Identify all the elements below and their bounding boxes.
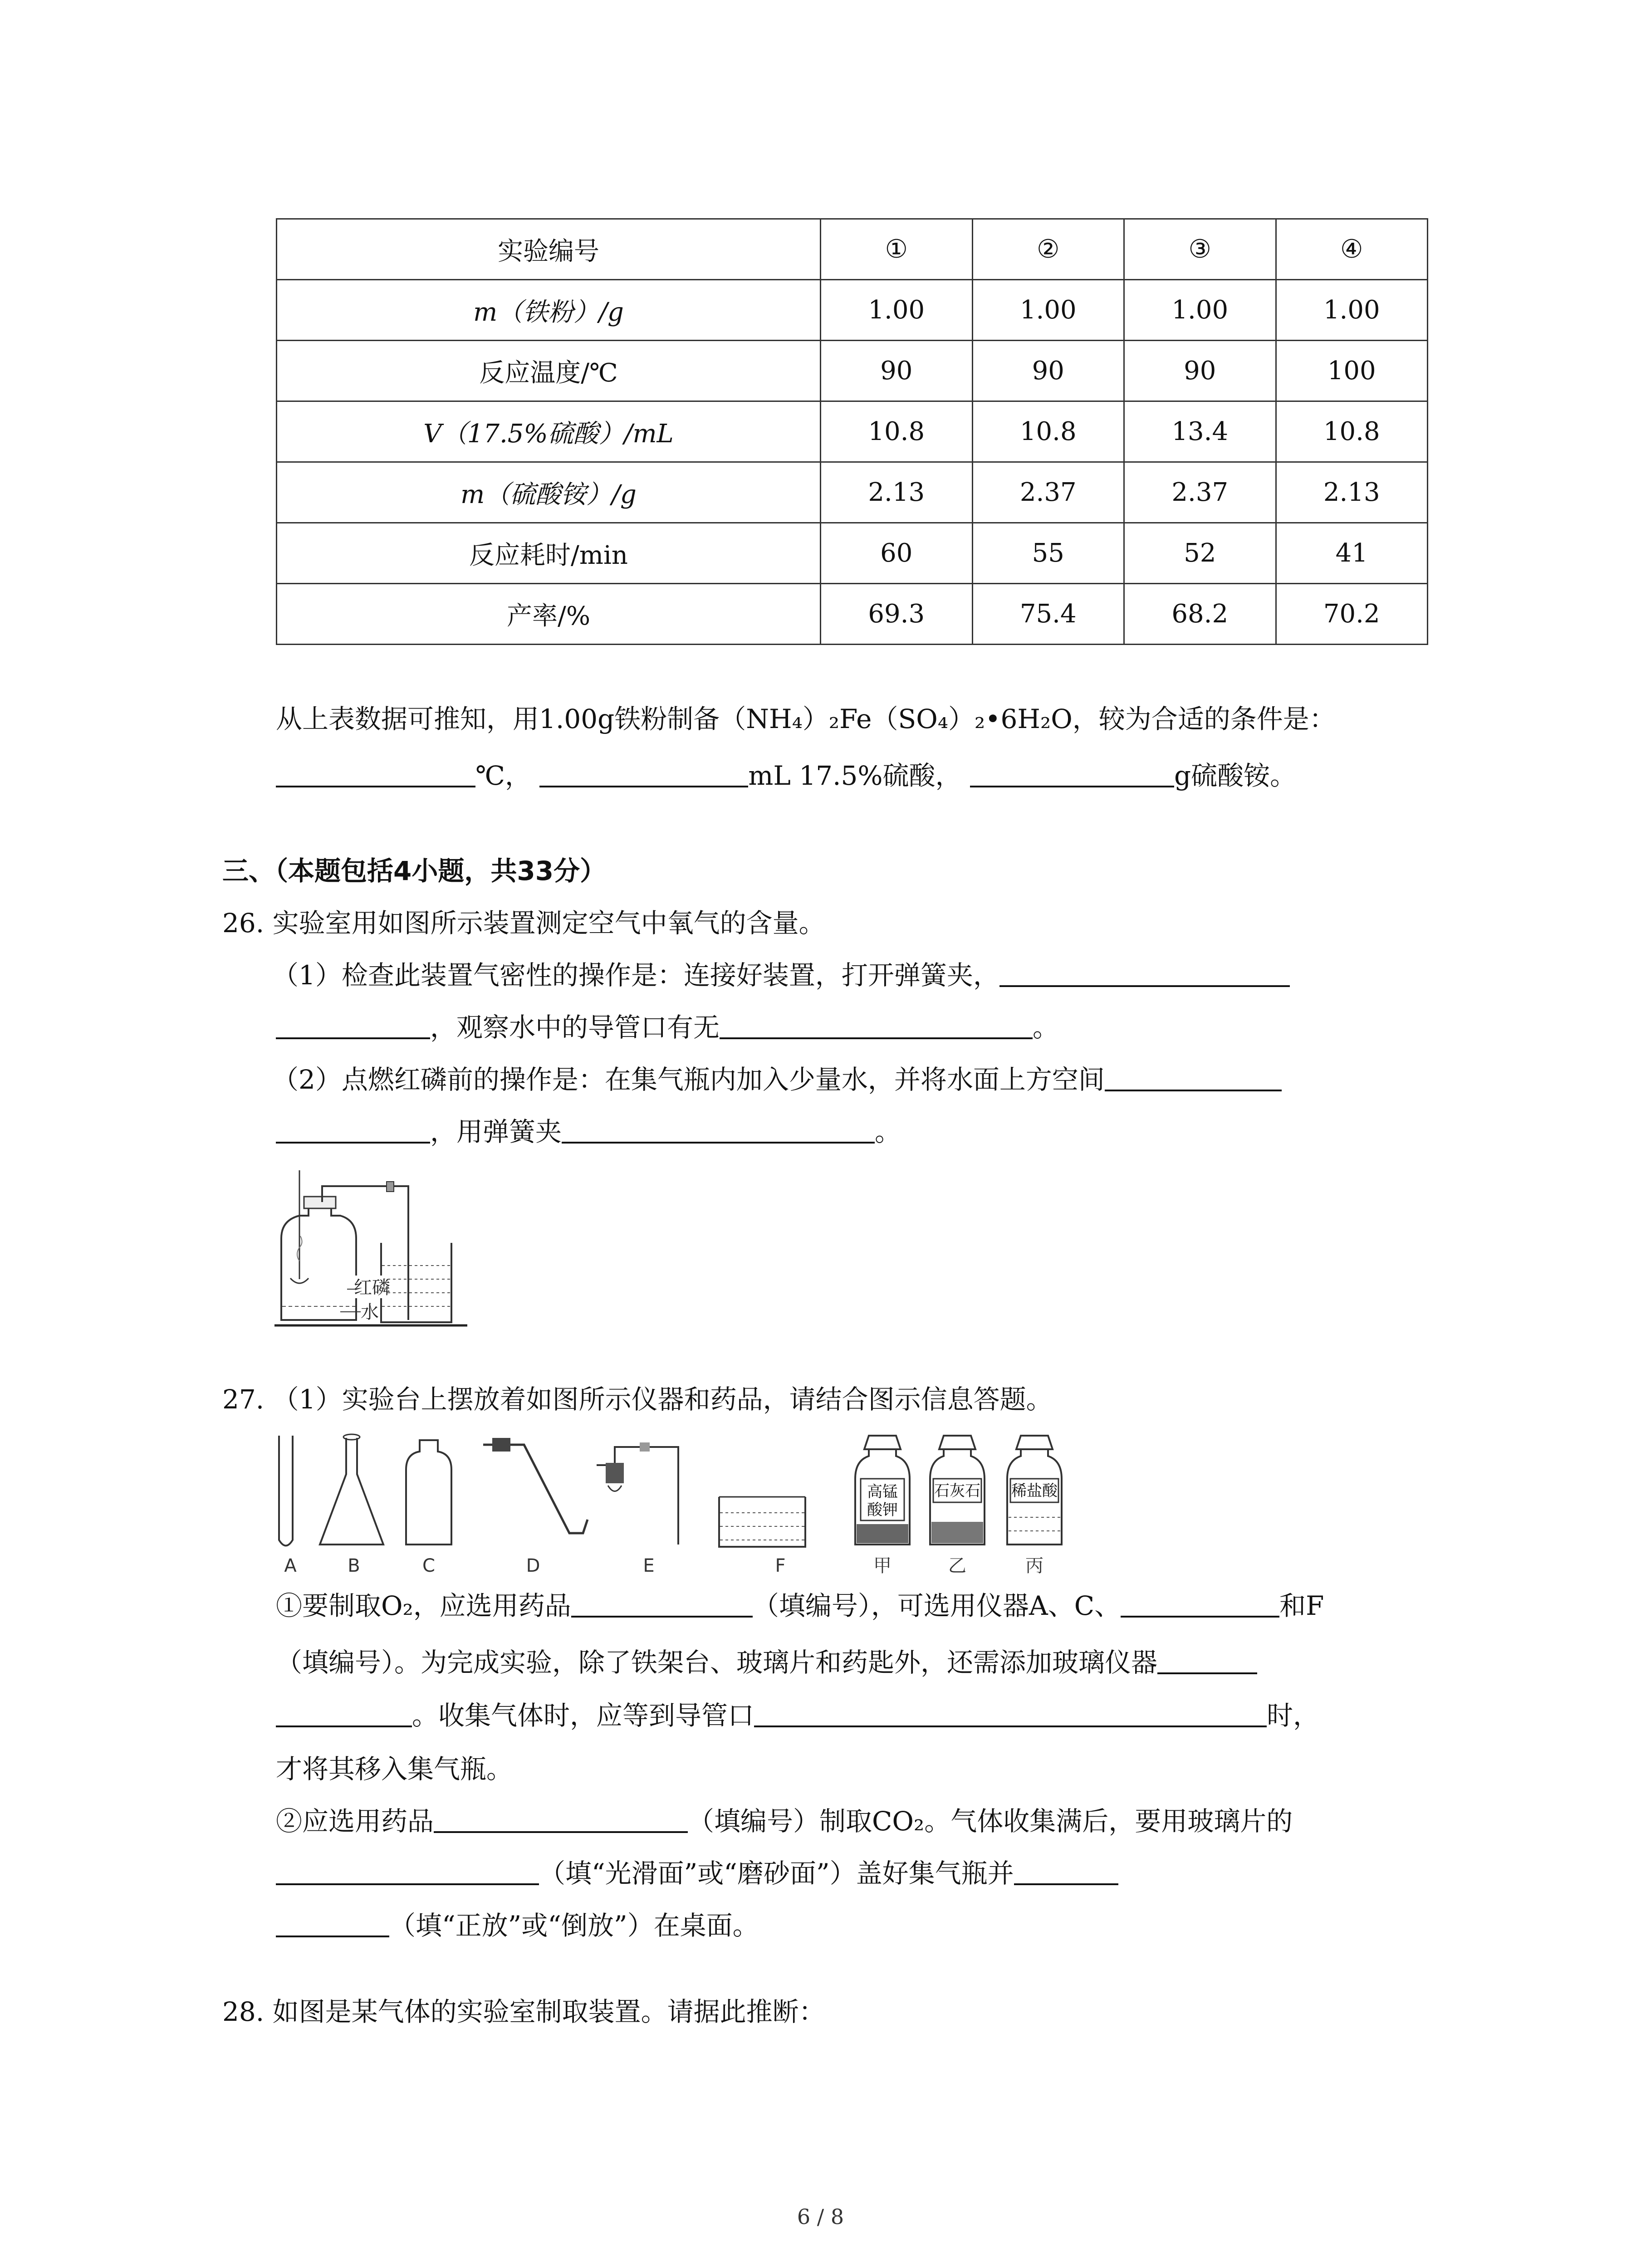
- oxygen-apparatus-figure: [272, 1170, 472, 1329]
- q26-p2a: （2）点燃红磷前的操作是：在集气瓶内加入少量水，并将水面上方空间: [272, 1064, 1105, 1095]
- table-header-row: [277, 219, 1428, 280]
- table-cell: 10.8: [1276, 401, 1428, 462]
- answer-blank-26-2b[interactable]: [276, 1115, 430, 1144]
- answer-blank-26-2a[interactable]: [1105, 1063, 1282, 1091]
- q26-p1-line1: [272, 957, 1290, 993]
- q27-s6a: （填“光滑面”或“磨砂面”）盖好集气瓶并: [539, 1858, 1014, 1889]
- row-label: m（硫酸铵）/g: [277, 462, 821, 523]
- q26-p1c: 。: [1033, 1012, 1059, 1043]
- answer-blank-volume[interactable]: [539, 759, 748, 787]
- experiment-table: [276, 218, 1428, 645]
- instrument-label: F: [775, 1555, 786, 1576]
- q27-s1c: 和F: [1279, 1590, 1324, 1621]
- table-cell: 1.00: [1276, 280, 1428, 341]
- row-label: 反应耗时/min: [277, 523, 821, 584]
- q27-stem: 27. （1）实验台上摆放着如图所示仪器和药品，请结合图示信息答题。: [222, 1384, 1053, 1415]
- q27-s5: [276, 1803, 1293, 1839]
- water-trough-icon: [719, 1497, 805, 1547]
- q27-s4: 才将其移入集气瓶。: [276, 1754, 513, 1784]
- q27-s7: [276, 1907, 759, 1944]
- table-header-cell: ①: [821, 219, 973, 280]
- row-label: 反应温度/℃: [277, 341, 821, 401]
- answer-blank-27-2b[interactable]: [276, 1699, 412, 1727]
- answer-blank-27-2a[interactable]: [1157, 1646, 1257, 1674]
- answer-blank-27-5[interactable]: [434, 1805, 688, 1833]
- instrument-label: C: [422, 1555, 435, 1576]
- q28-stem: 28. 如图是某气体的实验室制取装置。请据此推断：: [222, 1996, 825, 2027]
- table-cell: 41: [1276, 523, 1428, 584]
- answer-blank-27-1a[interactable]: [571, 1589, 753, 1618]
- table-cell: 100: [1276, 341, 1428, 401]
- table-cell: 10.8: [972, 401, 1124, 462]
- q27-s7a: （填“正放”或“倒放”）在桌面。: [389, 1910, 759, 1941]
- bottle-label: 高锰酸钾: [867, 1483, 898, 1519]
- table-header-cell: ③: [1124, 219, 1276, 280]
- q27-s3: [276, 1697, 1319, 1734]
- delivery-tube-icon: [483, 1438, 588, 1533]
- q27-s5b: （填编号）制取CO₂。气体收集满后，要用玻璃片的: [688, 1806, 1293, 1837]
- table-cell: 1.00: [821, 280, 973, 341]
- bottle-label: 石灰石: [934, 1482, 980, 1500]
- instrument-label: 乙: [948, 1555, 966, 1576]
- instrument-label: B: [348, 1555, 360, 1576]
- q25-unit1: ℃，: [475, 760, 531, 791]
- instrument-label: D: [526, 1555, 540, 1576]
- fig-label-red-phosphorus: 红磷: [354, 1277, 390, 1298]
- page-number: 6 / 8: [797, 2204, 844, 2229]
- table-row: [277, 584, 1428, 645]
- instrument-label: E: [643, 1555, 655, 1576]
- table-cell: 2.37: [1124, 462, 1276, 523]
- q26-p2-line1: [272, 1061, 1282, 1098]
- table-cell: 69.3: [821, 584, 973, 645]
- table-header-cell: ②: [972, 219, 1124, 280]
- stopper-tube-icon: [597, 1442, 678, 1545]
- answer-blank-mass[interactable]: [970, 759, 1174, 787]
- q27-s6: [276, 1855, 1118, 1892]
- q26-stem: 26. 实验室用如图所示装置测定空气中氧气的含量。: [222, 908, 825, 938]
- answer-blank-26-1c[interactable]: [720, 1011, 1033, 1039]
- table-cell: 75.4: [972, 584, 1124, 645]
- table-row: [277, 280, 1428, 341]
- q26-p1b: ，观察水中的导管口有无: [430, 1012, 720, 1043]
- table-cell: 10.8: [821, 401, 973, 462]
- table-cell: 52: [1124, 523, 1276, 584]
- q27-s1b: （填编号），可选用仪器A、C、: [752, 1590, 1121, 1621]
- table-cell: 55: [972, 523, 1124, 584]
- answer-blank-27-7[interactable]: [276, 1909, 389, 1937]
- q27-s3b: 时，: [1267, 1700, 1320, 1731]
- q25-line2: [276, 758, 1296, 794]
- q26-p2-line2: [276, 1114, 901, 1150]
- table-cell: 2.37: [972, 462, 1124, 523]
- answer-blank-27-6b[interactable]: [1014, 1857, 1118, 1885]
- table-cell: 1.00: [1124, 280, 1276, 341]
- q25-unit2: mL 17.5%硫酸，: [748, 760, 962, 791]
- table-row: [277, 462, 1428, 523]
- conical-flask-icon: [320, 1434, 383, 1545]
- table-row: [277, 523, 1428, 584]
- q26-p1-line2: [276, 1009, 1059, 1046]
- table-cell: 90: [821, 341, 973, 401]
- q27-s1: [276, 1588, 1324, 1624]
- q26-p2c: 。: [875, 1116, 901, 1147]
- table-cell: 70.2: [1276, 584, 1428, 645]
- answer-blank-27-1b[interactable]: [1121, 1589, 1279, 1618]
- table-header-cell: 实验编号: [277, 219, 821, 280]
- table-cell: 1.00: [972, 280, 1124, 341]
- answer-blank-26-1a[interactable]: [999, 959, 1290, 987]
- table-cell: 2.13: [821, 462, 973, 523]
- q27-s2: [276, 1644, 1257, 1681]
- table-cell: 2.13: [1276, 462, 1428, 523]
- table-row: [277, 341, 1428, 401]
- gas-jar-icon: [406, 1440, 451, 1545]
- instrument-label: A: [284, 1555, 297, 1576]
- q27-s1a: ①要制取O₂，应选用药品: [276, 1590, 571, 1621]
- q26-p2b: ，用弹簧夹: [430, 1116, 562, 1147]
- test-tube-icon: [279, 1436, 293, 1546]
- bottle-label: 稀盐酸: [1011, 1482, 1058, 1500]
- section-heading: 三、（本题包括4小题，共33分）: [222, 855, 607, 886]
- table-cell: 90: [972, 341, 1124, 401]
- table-cell: 68.2: [1124, 584, 1276, 645]
- q25-line1: 从上表数据可推知，用1.00g铁粉制备（NH₄）₂Fe（SO₄）₂•6H₂O，较为合适的条件是：: [276, 704, 1336, 734]
- table-cell: 60: [821, 523, 973, 584]
- table-cell: 90: [1124, 341, 1276, 401]
- q26-p1a: （1）检查此装置气密性的操作是：连接好装置，打开弹簧夹，: [272, 960, 999, 991]
- answer-blank-27-3[interactable]: [754, 1699, 1267, 1727]
- q27-s5a: ②应选用药品: [276, 1806, 434, 1837]
- answer-blank-27-6a[interactable]: [276, 1857, 539, 1885]
- instrument-label: 丙: [1025, 1555, 1043, 1576]
- table-header-cell: ④: [1276, 219, 1428, 280]
- row-label: V（17.5%硫酸）/mL: [277, 401, 821, 462]
- answer-blank-26-1b[interactable]: [276, 1011, 430, 1039]
- q27-s3a: 。收集气体时，应等到导管口: [412, 1700, 754, 1731]
- q25-unit3: g硫酸铵。: [1174, 760, 1297, 791]
- row-label: 产率/%: [277, 584, 821, 645]
- answer-blank-temperature[interactable]: [276, 759, 475, 787]
- q27-s2a: （填编号）。为完成实验，除了铁架台、玻璃片和药匙外，还需添加玻璃仪器: [276, 1647, 1158, 1678]
- table-row: [277, 401, 1428, 462]
- row-label: m（铁粉）/g: [277, 280, 821, 341]
- instrument-label: 甲: [873, 1555, 892, 1576]
- instruments-figure: [270, 1429, 1164, 1579]
- fig-label-water: 水: [361, 1302, 379, 1323]
- table-cell: 13.4: [1124, 401, 1276, 462]
- answer-blank-26-2c[interactable]: [562, 1115, 875, 1144]
